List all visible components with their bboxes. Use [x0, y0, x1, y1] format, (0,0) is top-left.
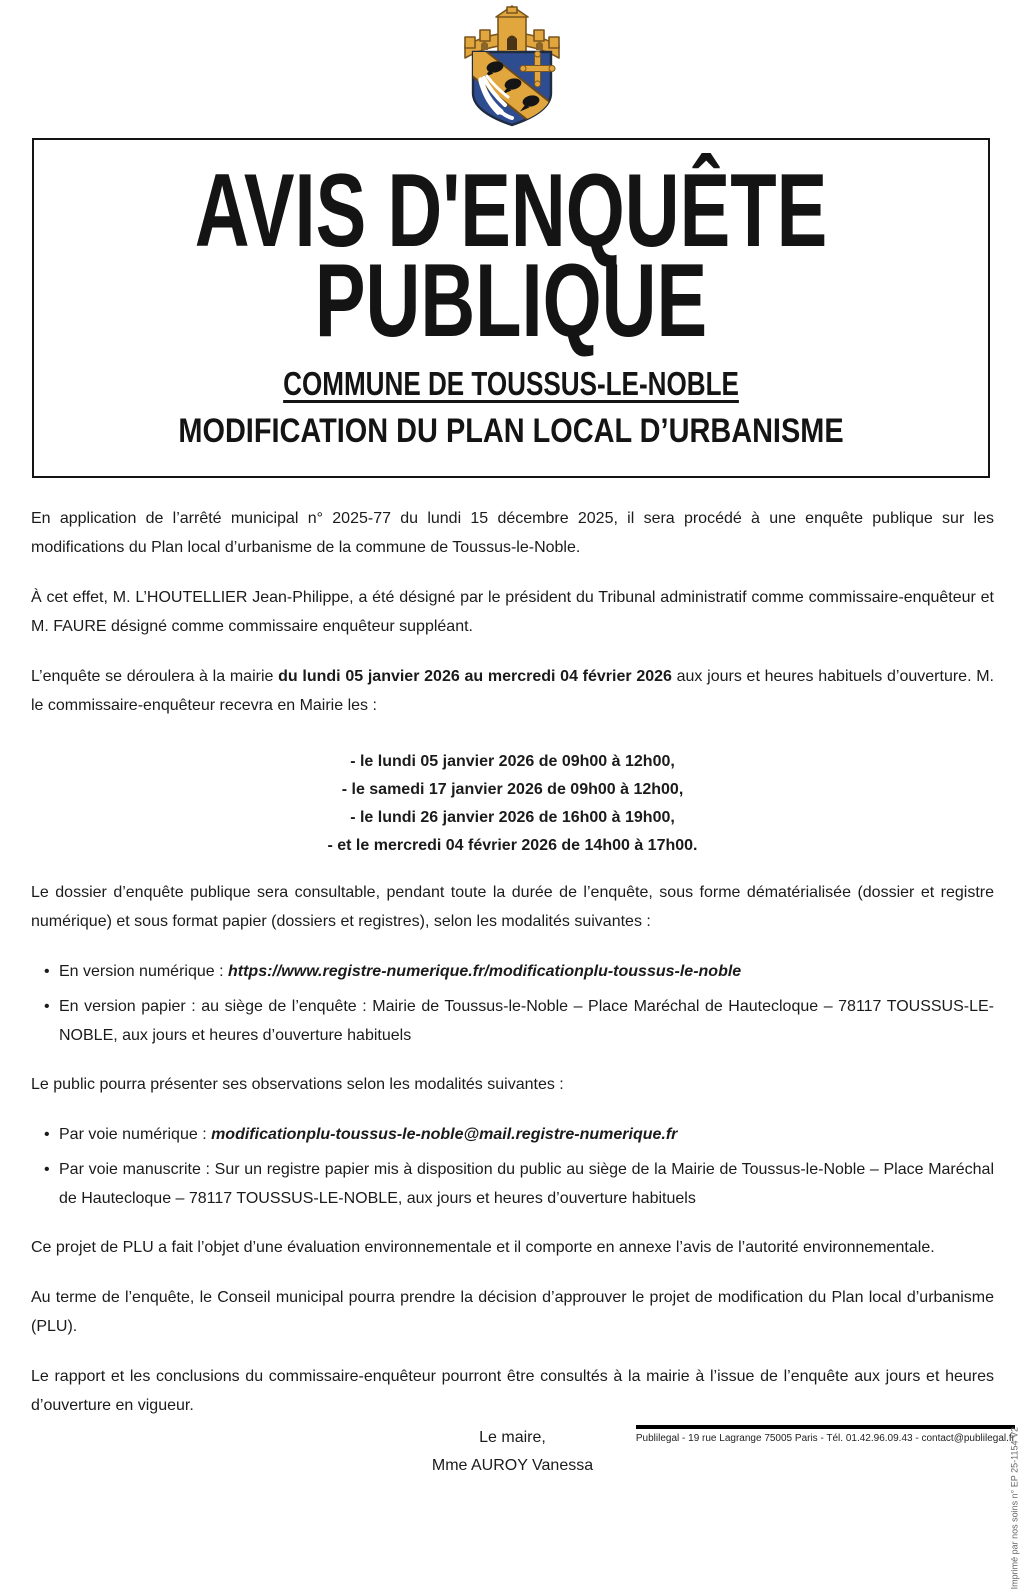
- registre-numerique-url: https://www.registre-numerique.fr/modificationplu-toussus-le-noble: [227, 963, 742, 980]
- paragraph-observations: Le public pourra présenter ses observations selon les modalités suivantes :: [31, 1076, 564, 1093]
- commune-coat-of-arms: [451, 4, 573, 135]
- footer-rule: [636, 1425, 1015, 1429]
- permanence-date: - le lundi 26 janvier 2026 de 16h00 à 19h00,: [350, 809, 675, 826]
- list-item: • Par voie numérique : modificationplu-toussus-le-noble@mail.registre-numerique.fr: [31, 1120, 994, 1149]
- notice-title-box: [32, 138, 990, 478]
- object-subtitle: MODIFICATION DU PLAN LOCAL D’URBANISME: [178, 412, 844, 450]
- permanence-date: - et le mercredi 04 février 2026 de 14h00 à 17h00.: [327, 837, 698, 854]
- bullet-icon: •: [44, 1161, 50, 1178]
- bullet-icon: •: [44, 998, 50, 1015]
- notice-body: [31, 504, 994, 1480]
- list-item: • En version papier : au siège de l’enquête : Mairie de Toussus-le-Noble – Place Maréchal de Hautecloque – 78117 TOUSSUS-LE-NOBLE, aux jours et heures d’ouverture habituels: [31, 992, 994, 1050]
- coat-of-arms-icon: [451, 4, 573, 130]
- title-line-2: PUBLIQUE: [314, 243, 708, 359]
- signature-name: Mme AUROY Vanessa: [431, 1457, 594, 1474]
- permanence-date: - le lundi 05 janvier 2026 de 09h00 à 12h00,: [350, 753, 675, 770]
- observation-modalities-list: [31, 1120, 994, 1213]
- inquiry-period: du lundi 05 janvier 2026 au mercredi 04 février 2026: [278, 668, 672, 685]
- paragraph-commissaire: À cet effet, M. L’HOUTELLIER Jean-Philippe, a été désigné par le président du Tribunal administratif comme commissaire-enquêteur et M. FAURE désigné comme commissaire enquêteur suppléant.: [31, 589, 994, 635]
- bullet-icon: •: [44, 963, 50, 980]
- notice-main-title: [34, 153, 988, 359]
- paragraph-conseil: Au terme de l’enquête, le Conseil municipal pourra prendre la décision d’approuver le projet de modification du Plan local d’urbanisme (PLU).: [31, 1289, 994, 1335]
- signature-title: Le maire,: [479, 1429, 546, 1446]
- print-reference-note: Imprimé par nos soins n° EP 25-1154 V2: [1009, 1427, 1019, 1589]
- printer-footer: [636, 1425, 1015, 1445]
- consultation-modalities-list: [31, 957, 994, 1050]
- permanence-date: - le samedi 17 janvier 2026 de 09h00 à 12h00,: [341, 781, 684, 798]
- paragraph-arrete: En application de l’arrêté municipal n° 2025-77 du lundi 15 décembre 2025, il sera procédé à une enquête publique sur les modifications du Plan local d’urbanisme de la commune de Toussus-le-Noble.: [31, 510, 994, 556]
- bullet-icon: •: [44, 1126, 50, 1143]
- printer-address: Publilegal - 19 rue Lagrange 75005 Paris - Tél. 01.42.96.09.43 - contact@publilegal.fr: [635, 1433, 1015, 1444]
- paragraph-dossier: Le dossier d’enquête publique sera consultable, pendant toute la durée de l’enquête, sous forme dématérialisée (dossier et registre numérique) et sous format papier (dossiers et registres), selon les modalités suivantes :: [31, 884, 994, 930]
- paragraph-environnement: Ce projet de PLU a fait l’objet d’une évaluation environnementale et il comporte en annexe l’avis de l’autorité environnementale.: [31, 1239, 935, 1256]
- registre-numerique-email: modificationplu-toussus-le-noble@mail.registre-numerique.fr: [211, 1126, 678, 1143]
- paragraph-rapport: Le rapport et les conclusions du commissaire-enquêteur pourront être consultés à la mairie à l’issue de l’enquête aux jours et heures d’ouverture en vigueur.: [31, 1368, 994, 1414]
- commune-subtitle: COMMUNE DE TOUSSUS-LE-NOBLE: [283, 365, 739, 402]
- paragraph-duree: L’enquête se déroulera à la mairie du lundi 05 janvier 2026 au mercredi 04 février 2026 aux jours et heures habituels d’ouverture. M. le commissaire-enquêteur recevra en Mairie les :: [31, 668, 995, 714]
- title-line-1: AVIS D'ENQUÊTE: [194, 153, 828, 269]
- list-item: • En version numérique : https://www.registre-numerique.fr/modificationplu-toussus-le-noble: [31, 957, 994, 986]
- list-item: • Par voie manuscrite : Sur un registre papier mis à disposition du public au siège de la Mairie de Toussus-le-Noble – Place Maréchal de Hautecloque – 78117 TOUSSUS-LE-NOBLE, aux jours et heures d’ouverture habituels: [31, 1155, 994, 1213]
- permanence-dates-list: [31, 748, 994, 860]
